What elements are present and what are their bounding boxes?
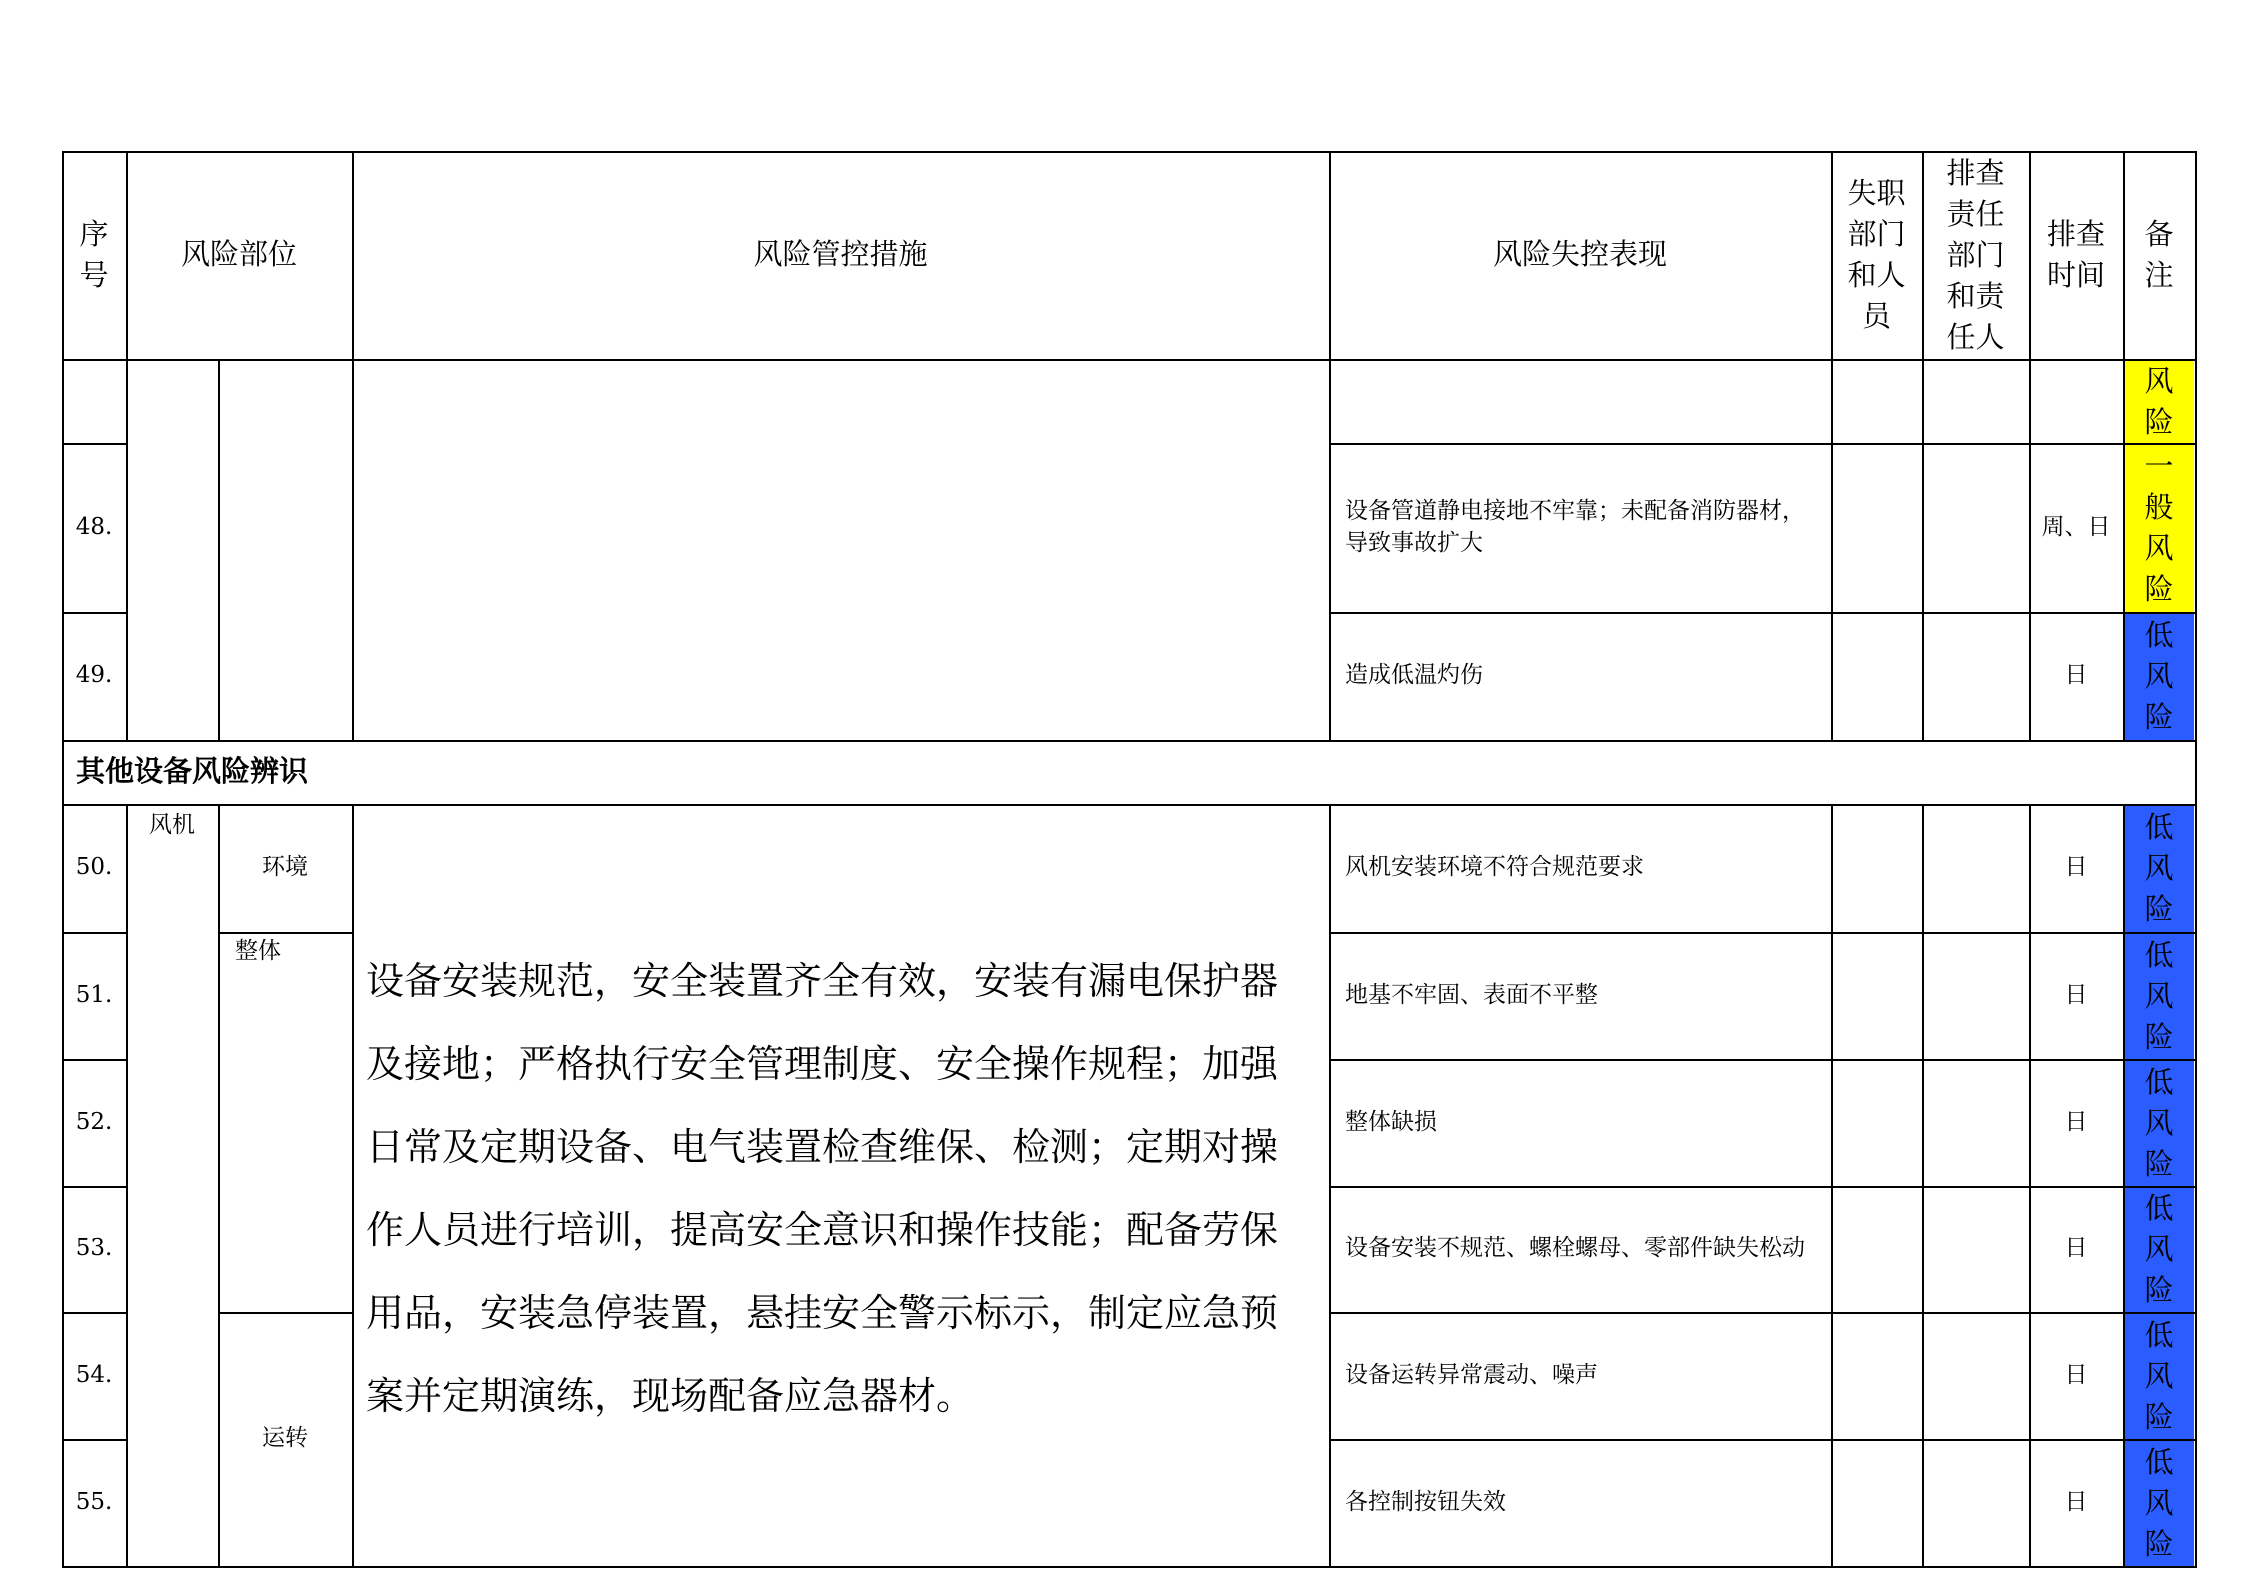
grid-line	[352, 151, 354, 742]
remark-char: 风	[2144, 1105, 2174, 1140]
remark-char: 风	[2144, 978, 2174, 1013]
remark-char: 险	[2144, 892, 2174, 926]
remark-cell	[2124, 360, 2194, 443]
header-responsible	[1922, 151, 2029, 359]
remark-char: 低	[2144, 1444, 2174, 1479]
header-dept-line: 部门	[1847, 217, 1906, 251]
remark-cell	[2124, 805, 2194, 932]
remark-cell	[2124, 444, 2194, 612]
remark-char: 低	[2144, 937, 2174, 972]
remark-char: 险	[2144, 1273, 2174, 1307]
remark-char: 风	[2144, 531, 2174, 565]
grid-line	[1329, 612, 2197, 614]
failure-cell: 地基不牢固、表面不平整	[1345, 981, 1598, 1008]
measures-text: 设备安装规范，安全装置齐全有效，安装有漏电保护器及接地；严格执行安全管理制度、安全操作规程；加强日常及定期设备、电气装置检查维保、检测；定期对操作人员进行培训，提高安全意识和操作技能；配备劳保用品，安装急停装置，悬挂安全警示标示，制定应急预案并定期演练，现场配备应急器材。	[366, 959, 1279, 1418]
remark-char: 低	[2144, 1317, 2174, 1352]
time-cell: 日	[2064, 662, 2088, 689]
grid-line	[352, 804, 354, 1568]
remark-char: 风	[2144, 1232, 2174, 1266]
remark-cell	[2124, 1313, 2194, 1439]
grid-line	[126, 804, 128, 1568]
grid-line	[62, 612, 128, 614]
grid-line	[1329, 1439, 2197, 1441]
remark-cell	[2124, 613, 2194, 740]
grid-line	[62, 1312, 128, 1314]
remark-char: 低	[2144, 618, 2174, 652]
remark-cell	[2124, 1187, 2194, 1312]
grid-line	[1329, 932, 2197, 934]
header-time-line: 排查	[2046, 217, 2105, 251]
header-part: 风险部位	[180, 237, 297, 272]
remark-cell	[2124, 1440, 2194, 1566]
grid-line	[1329, 443, 2197, 445]
remark-char: 风	[2144, 1485, 2174, 1520]
failure-cell: 设备管道静电接地不牢靠；未配备消防器材，导致事故扩大	[1345, 498, 1805, 556]
time-cell: 日	[2064, 1361, 2088, 1388]
grid-line	[2029, 804, 2031, 1568]
seq-cell: 48.	[75, 513, 113, 540]
section-title: 其他设备风险辨识	[76, 754, 309, 789]
grid-line	[62, 932, 128, 934]
grid-line	[62, 804, 2197, 806]
seq-cell: 54.	[75, 1361, 113, 1388]
time-cell: 日	[2064, 981, 2088, 1008]
remark-char: 风	[2144, 851, 2174, 885]
seq-cell: 55.	[75, 1488, 113, 1515]
header-resp-line: 任人	[1946, 319, 2005, 354]
header-resp-line: 和责	[1946, 278, 2005, 313]
header-failure: 风险失控表现	[1492, 237, 1667, 272]
header-time-line: 时间	[2046, 258, 2105, 292]
grid-line	[1922, 804, 1924, 1568]
header-seq	[62, 151, 126, 359]
grid-line	[62, 359, 2197, 361]
remark-char: 险	[2144, 572, 2174, 606]
header-measures: 风险管控措施	[753, 237, 928, 272]
remark-char: 风	[2144, 363, 2174, 398]
header-seq-char: 序	[79, 217, 109, 251]
grid-line	[218, 359, 220, 742]
table-border	[2195, 151, 2197, 1568]
remark-cell	[2124, 1060, 2194, 1186]
grid-line	[126, 151, 128, 742]
remark-char: 低	[2144, 1191, 2174, 1225]
header-resp-line: 部门	[1946, 237, 2005, 272]
grid-line	[1831, 804, 1833, 1568]
remark-char: 低	[2144, 1064, 2174, 1099]
failure-cell: 造成低温灼伤	[1345, 662, 1483, 689]
header-seq-char: 号	[79, 258, 109, 292]
sub-part-operation: 运转	[262, 1425, 308, 1452]
grid-line	[62, 1186, 128, 1188]
header-remark-char: 注	[2144, 258, 2174, 292]
remark-char: 一	[2144, 449, 2174, 483]
seq-cell: 50.	[75, 854, 113, 881]
time-cell: 日	[2064, 1488, 2088, 1515]
grid-line	[62, 740, 2197, 742]
remark-char: 险	[2144, 700, 2174, 734]
grid-line	[1831, 151, 1833, 742]
remark-char: 险	[2144, 1019, 2174, 1054]
remark-char: 风	[2144, 659, 2174, 693]
failure-cell: 风机安装环境不符合规范要求	[1345, 854, 1644, 881]
grid-line	[62, 1439, 128, 1441]
seq-cell: 52.	[75, 1108, 113, 1135]
grid-line	[2123, 804, 2125, 1568]
grid-line	[62, 1059, 128, 1061]
grid-line	[1329, 1312, 2197, 1314]
time-cell: 日	[2064, 1235, 2088, 1262]
grid-line	[218, 932, 354, 934]
grid-line	[218, 804, 220, 1568]
remark-char: 般	[2144, 490, 2174, 524]
table-border	[62, 151, 64, 1568]
grid-line	[1329, 151, 1331, 742]
header-dept-line: 员	[1861, 299, 1891, 333]
grid-line	[1329, 1186, 2197, 1188]
failure-cell: 设备运转异常震动、噪声	[1345, 1361, 1598, 1388]
header-dept-line: 失职	[1847, 176, 1906, 210]
header-resp-line: 责任	[1946, 196, 2005, 231]
seq-cell: 51.	[75, 981, 113, 1008]
table-border	[62, 1566, 2197, 1568]
time-cell: 日	[2064, 854, 2088, 881]
sub-part-environment: 环境	[262, 854, 308, 881]
header-dept-line: 和人	[1847, 258, 1906, 292]
grid-line	[218, 1312, 354, 1314]
time-cell: 周、日	[2041, 513, 2111, 540]
grid-line	[1329, 1059, 2197, 1061]
header-time	[2029, 151, 2123, 359]
grid-line	[1922, 151, 1924, 742]
header-resp-line: 排查	[1946, 155, 2005, 190]
failure-cell: 整体缺损	[1345, 1108, 1437, 1135]
remark-cell	[2124, 933, 2194, 1059]
seq-cell: 49.	[75, 662, 113, 689]
equipment-name: 风机	[149, 812, 195, 838]
remark-char: 险	[2144, 404, 2174, 439]
remark-char: 险	[2144, 1146, 2174, 1181]
grid-line	[62, 443, 128, 445]
time-cell: 日	[2064, 1108, 2088, 1135]
remark-char: 险	[2144, 1526, 2174, 1561]
remark-char: 险	[2144, 1399, 2174, 1434]
header-dept	[1831, 151, 1922, 359]
sub-part-overall: 整体	[235, 938, 281, 964]
seq-cell: 53.	[75, 1235, 113, 1262]
remark-char: 低	[2144, 810, 2174, 844]
grid-line	[2029, 151, 2031, 742]
failure-cell: 设备安装不规范、螺栓螺母、零部件缺失松动	[1345, 1235, 1805, 1262]
table-border	[62, 151, 2197, 153]
remark-char: 风	[2144, 1358, 2174, 1393]
failure-cell: 各控制按钮失效	[1345, 1488, 1506, 1515]
header-remark	[2123, 151, 2195, 359]
grid-line	[1329, 804, 1331, 1568]
grid-line	[2123, 151, 2125, 742]
header-remark-char: 备	[2144, 217, 2174, 251]
